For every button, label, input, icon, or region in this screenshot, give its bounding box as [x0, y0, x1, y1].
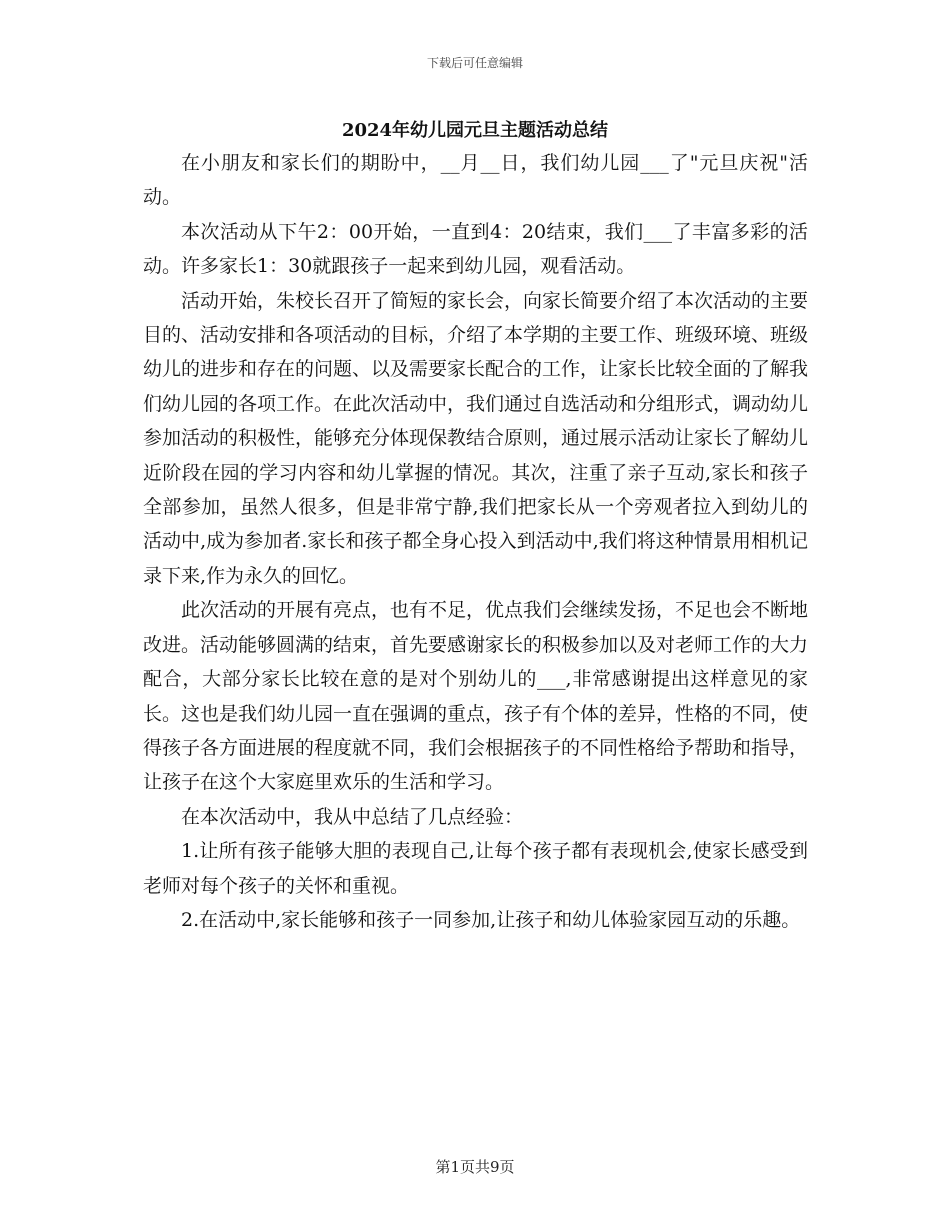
paragraph-experience-intro: 在本次活动中，我从中总结了几点经验：	[181, 805, 524, 828]
paragraph-experience-2: 2.在活动中,家长能够和孩子一同参加,让孩子和幼儿体验家园互动的乐趣。	[181, 908, 801, 931]
paragraph-intro: 在小朋友和家长们的期盼中，__月__日，我们幼儿园___了"元旦庆祝"活动。	[143, 152, 808, 209]
paragraph-schedule: 本次活动从下午2：00开始，一直到4：20结束，我们___了丰富多彩的活动。许多家长1：30就跟孩子一起来到幼儿园，观看活动。	[143, 220, 808, 278]
paragraph-activity: 活动开始，朱校长召开了简短的家长会，向家长简要介绍了本次活动的主要目的、活动安排和各项活动的目标，介绍了本学期的主要工作、班级环境、班级幼儿的进步和存在的问题、以及需要家长配合的工作，让家长比较全面的了解我们幼儿园的各项工作。在此次活动中，我们通过自选活动和分组形式，调动幼儿参加活动的积极性，能够充分体现保教结合原则，通过展示活动让家长了解幼儿近阶段在园的学习内容和幼儿掌握的情况。其次，注重了亲子互动,家长和孩子全部参加，虽然人很多，但是非常宁静,我们把家长从一个旁观者拉入到幼儿的活动中,成为参加者.家长和孩子都全身心投入到活动中,我们将这种情景用相机记录下来,作为永久的回忆。	[143, 289, 809, 587]
paragraph-experience-1: 1.让所有孩子能够大胆的表现自己,让每个孩子都有表现机会,使家长感受到老师对每个孩子的关怀和重视。	[143, 840, 808, 897]
page-number: 第1页共9页	[435, 1158, 515, 1176]
document-title: 2024年幼儿园元旦主题活动总结	[341, 120, 609, 141]
document-body	[143, 146, 808, 937]
header-note: 下载后可任意编辑	[426, 56, 523, 70]
paragraph-evaluation: 此次活动的开展有亮点，也有不足，优点我们会继续发扬，不足也会不断地改进。活动能够圆满的结束，首先要感谢家长的积极参加以及对老师工作的大力配合，大部分家长比较在意的是对个别幼儿的___,非常感谢提出这样意见的家长。这也是我们幼儿园一直在强调的重点，孩子有个体的差异，性格的不同，使得孩子各方面进展的程度就不同，我们会根据孩子的不同性格给予帮助和指导，让孩子在这个大家庭里欢乐的生活和学习。	[143, 599, 809, 794]
